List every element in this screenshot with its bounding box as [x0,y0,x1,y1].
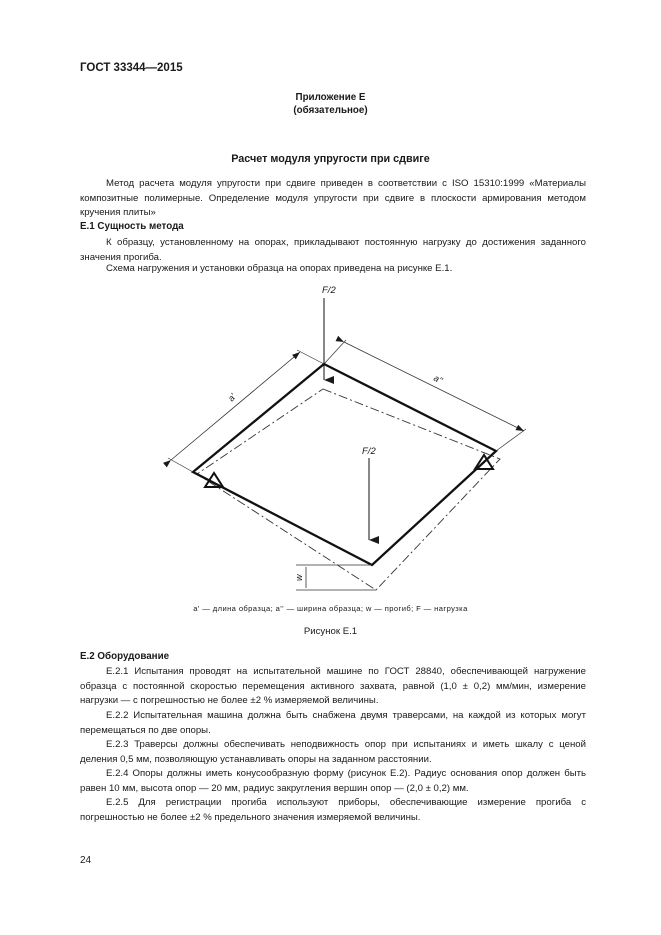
figure-legend: a' — длина образца; a'' — ширина образца; w — прогиб; F — нагрузка [193,604,468,613]
section-e1-paragraph-2: Схема нагружения и установки образца на опорах приведена на рисунке Е.1. [106,263,453,274]
figure-caption: Рисунок Е.1 [303,626,358,637]
section-e2-paragraph-4: Е.2.4 Опоры должны иметь конусообразную форму (рисунок Е.2). Радиус основания опор должен быть равен 10 мм, высота опор — 20 мм, радиус закругления вершин опор — (2,0 ± 0,2) мм. [80,768,586,794]
main-title: Расчет модуля упругости при сдвиге [231,153,430,165]
intro-paragraph: Метод расчета модуля упругости при сдвиге приведен в соответствии с ISO 15310:1999 «Материалы композитные полимерные. Определение модуля упругости при сдвиге в плоскости армирования методом кручения плиты» [80,178,586,219]
page-number: 24 [80,855,92,866]
dimension-a2-label: a'' [432,372,445,386]
deflection-w-label: w [294,574,304,581]
force-label-center: F/2 [362,446,376,457]
section-e1-heading: Е.1 Сущность метода [80,221,184,232]
appendix-title: Приложение Е [295,92,366,103]
section-e2-paragraph-1: Е.2.1 Испытания проводят на испытательной машине по ГОСТ 28840, обеспечивающей нагружение образца с постоянной скоростью перемещения активного захвата, равной (1,0 ± 0,2) мм/мин, измерение нагрузки — с погрешностью не более ±2 % измеряемой величины. [80,666,586,707]
force-label-top: F/2 [322,285,336,296]
document-code: ГОСТ 33344—2015 [80,62,183,74]
section-e2-paragraph-2: Е.2.2 Испытательная машина должна быть снабжена двумя траверсами, на каждой из которых могут перемещаться по две опоры. [80,710,586,736]
appendix-subtitle: (обязательное) [293,105,368,116]
section-e1-paragraph-1: К образцу, установленному на опорах, прикладывают постоянную нагрузку до достижения заданного значения прогиба. [80,237,586,263]
specimen-outline [193,364,496,565]
section-e2-paragraph-5: Е.2.5 Для регистрации прогиба используют приборы, обеспечивающие измерение прогиба с погрешностью не более ±2 % предельного значения измеряемой величины. [80,797,586,823]
dimension-a1-label: a' [225,391,238,404]
section-e2-heading: Е.2 Оборудование [80,651,170,662]
section-e2-paragraph-3: Е.2.3 Траверсы должны обеспечивать неподвижность опор при испытаниях и иметь шкалу с ценой деления 0,5 мм, позволяющую устанавливать опоры на заданном расстоянии. [80,739,586,765]
dimension-a1-line [171,352,300,460]
